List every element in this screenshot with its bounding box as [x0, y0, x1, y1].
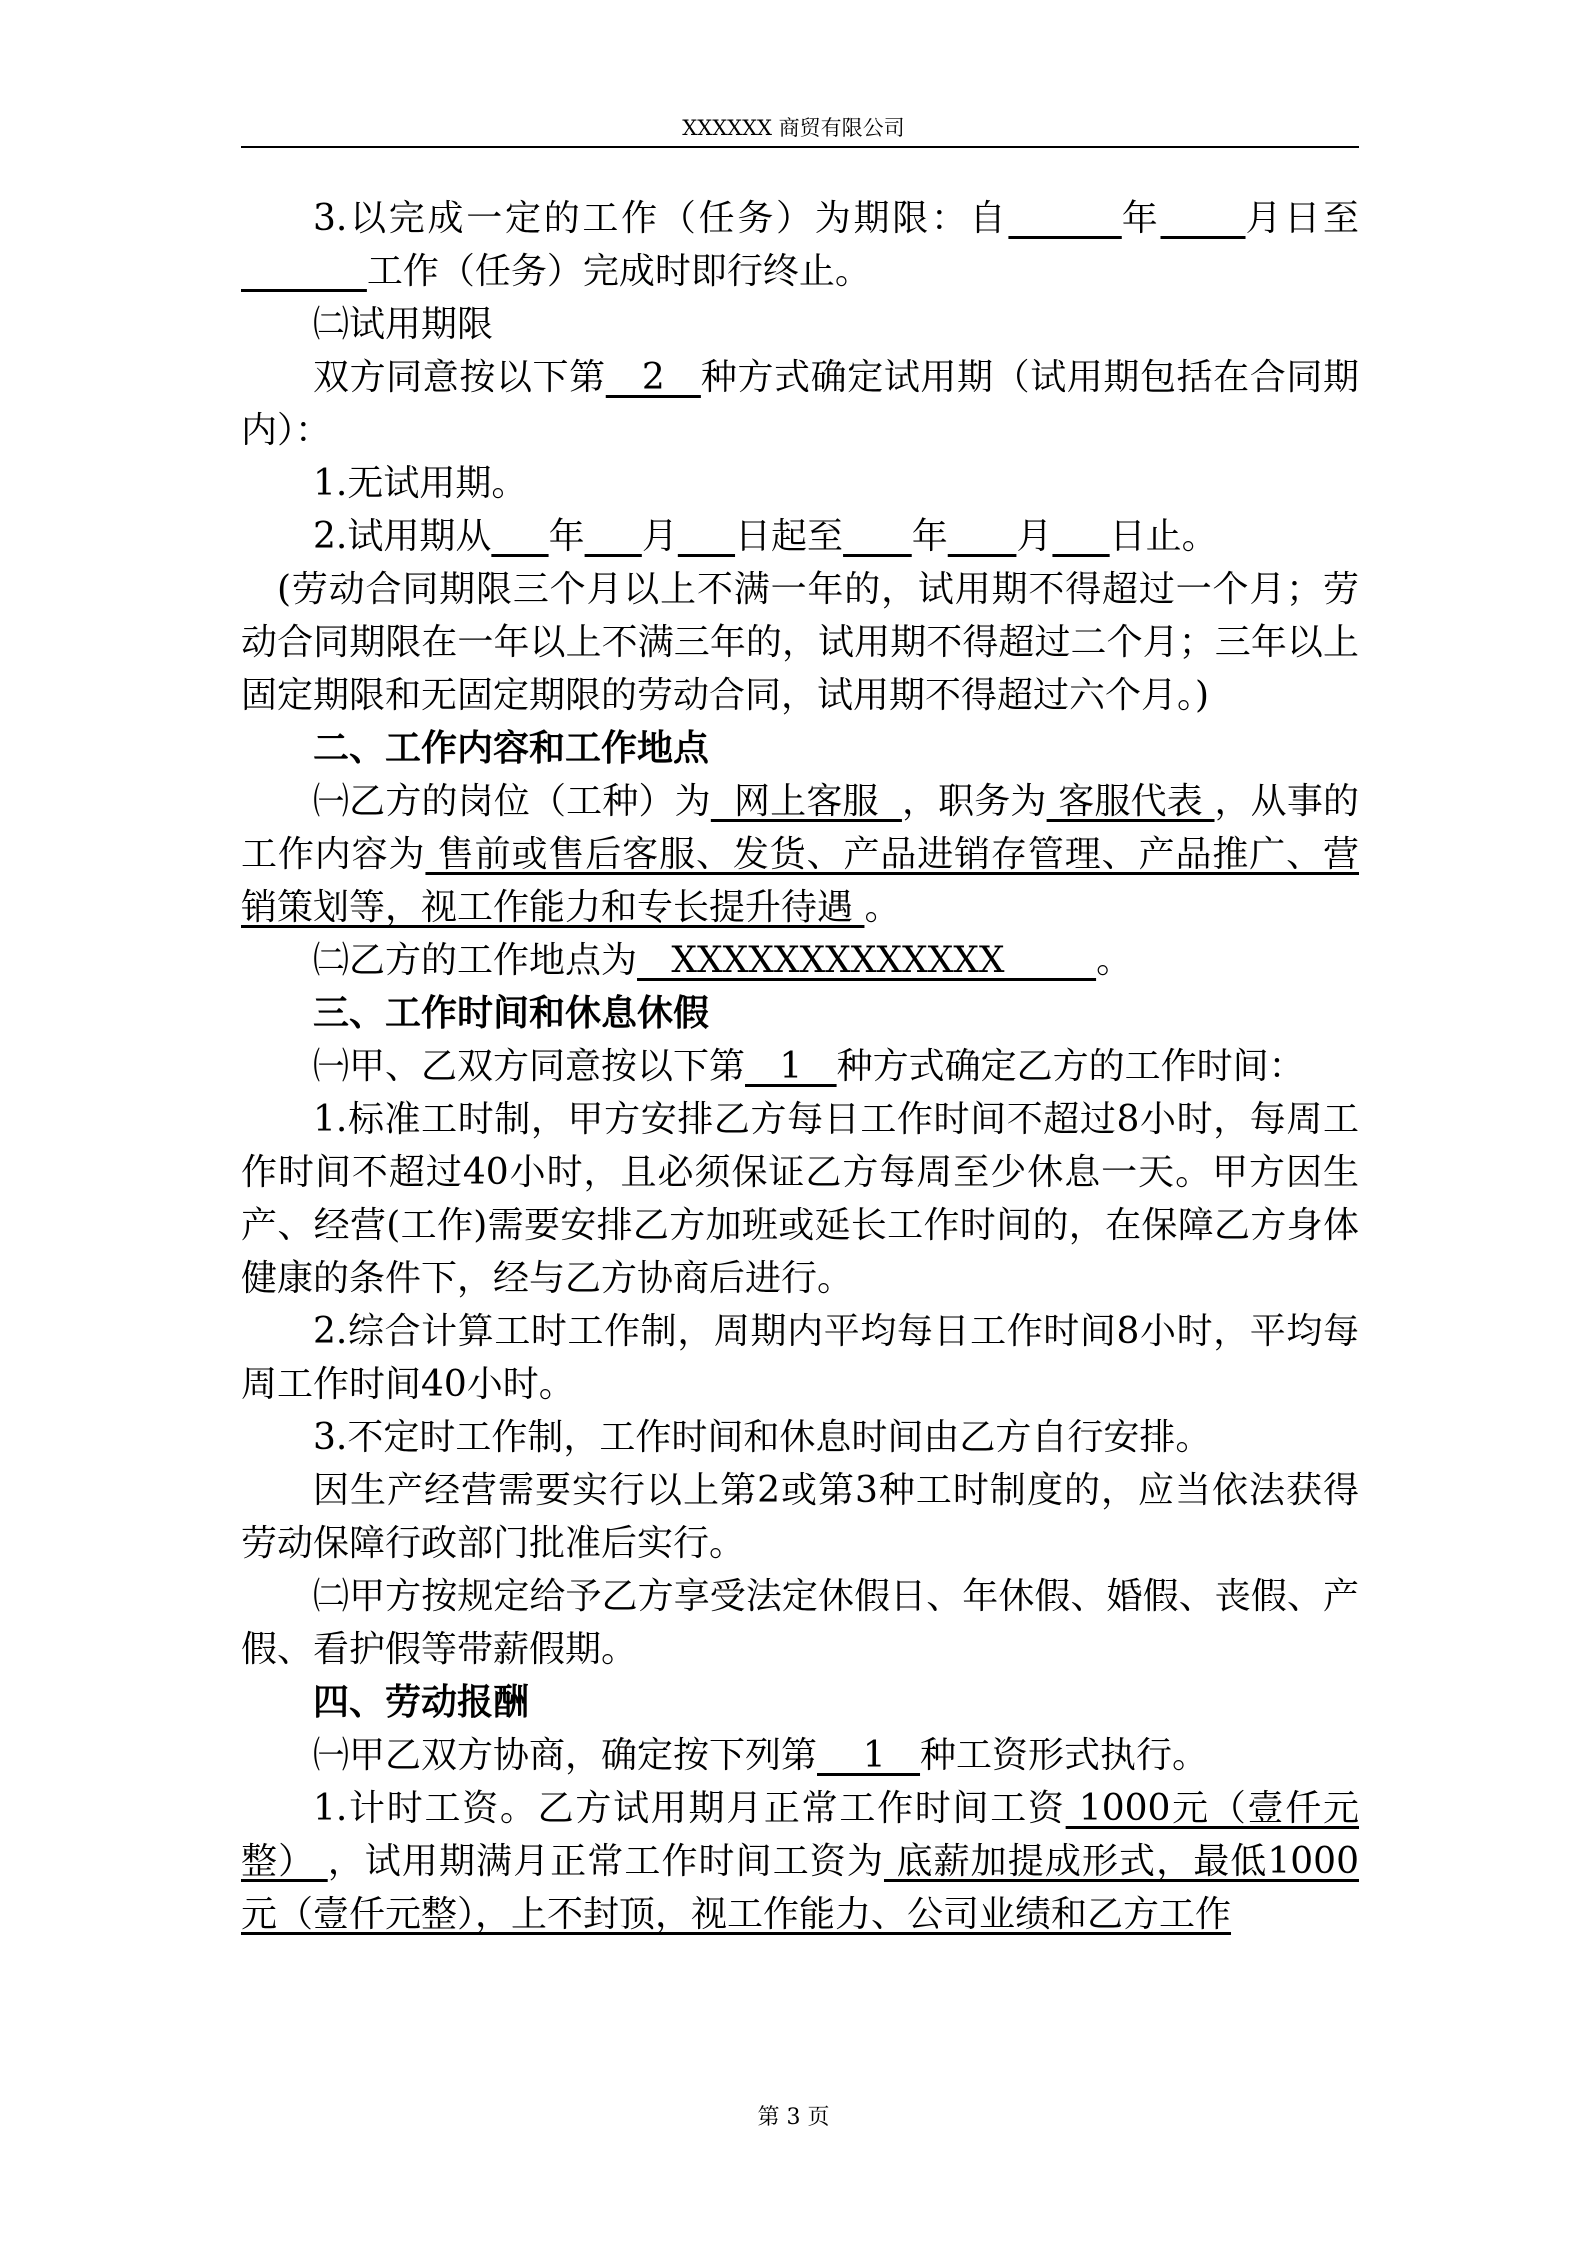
comprehensive-hours: 2.综合计算工时工作制，周期内平均每日工作时间8小时，平均每周工作时间40小时。 — [241, 1311, 1359, 1405]
fill-trial-wage: 1000元（壹仟元整） — [241, 1788, 1359, 1882]
probation-option-1: 1.无试用期。 — [313, 463, 528, 504]
page-number: 第 3 页 — [757, 2105, 830, 2130]
fill-location: XXXXXXXXXXXXX — [637, 940, 1097, 981]
hourly-wage: 1.计时工资。乙方试用期月正常工作时间工资 1000元（壹仟元整） ，试用期满月正常工作时间工资为 底薪加提成形式，最低1000元（壹仟元整），上不封顶，视工作能力、公司业绩和乙方工作 — [241, 1788, 1359, 1935]
header-company: XXXXXX 商贸有限公司 — [682, 116, 905, 140]
fill-hours-option: 1 — [745, 1046, 837, 1087]
fill-job-content: 售前或售后客服、发货、产品进销存管理、产品推广、营销策划等，视工作能力和专长提升待遇 — [241, 834, 1359, 928]
job-position: ㈠乙方的岗位（工种）为 网上客服 ，职务为 客服代表 ，从事的工作内容为 售前或售后客服、发货、产品进销存管理、产品推广、营销策划等，视工作能力和专长提升待遇 。 — [241, 781, 1359, 928]
section-heading-4: 四、劳动报酬 — [313, 1681, 530, 1723]
probation-method: 双方同意按以下第 2 种方式确定试用期（试用期包括在合同期内）： — [241, 357, 1359, 451]
hours-approval-note: 因生产经营需要实行以上第2或第3种工时制度的，应当依法获得劳动保障行政部门批准后实行。 — [241, 1470, 1359, 1564]
probation-option-2: 2.试用期从 年 月 日起至 年 月 日止。 — [313, 516, 1218, 557]
clause-3-term: 3.以完成一定的工作（任务）为期限：自 年 月日至 工作（任务）完成时即行终止。 — [241, 192, 1359, 298]
subheading-probation: ㈡试用期限 — [313, 304, 494, 345]
fill-position: 网上客服 — [710, 781, 902, 822]
fill-probation-option: 2 — [605, 357, 701, 398]
standard-hours: 1.标准工时制，甲方安排乙方每日工作时间不超过8小时，每周工作时间不超过40小时，且必须保证乙方每周至少休息一天。甲方因生产、经营(工作)需要安排乙方加班或延长工作时间的，在保障乙方身体健康的条件下，经与乙方协商后进行。 — [241, 1099, 1359, 1299]
document-body — [241, 192, 1359, 1941]
work-hours-method: ㈠甲、乙双方同意按以下第 1 种方式确定乙方的工作时间： — [313, 1046, 1305, 1087]
header-divider — [241, 146, 1359, 148]
paid-leave: ㈡甲方按规定给予乙方享受法定休假日、年休假、婚假、丧假、产假、看护假等带薪假期。 — [241, 1576, 1359, 1670]
probation-note: (劳动合同期限三个月以上不满一年的，试用期不得超过一个月；劳动合同期限在一年以上不满三年的，试用期不得超过二个月；三年以上固定期限和无固定期限的劳动合同，试用期不得超过六个月。) — [241, 569, 1359, 716]
section-heading-3: 三、工作时间和休息休假 — [313, 992, 710, 1034]
blank-date — [241, 251, 367, 292]
blank-month — [1161, 198, 1246, 239]
fill-regular-wage: 底薪加提成形式，最低1000元（壹仟元整），上不封顶，视工作能力、公司业绩和乙方工作 — [241, 1841, 1359, 1935]
fill-title: 客服代表 — [1046, 781, 1215, 822]
section-heading-2: 二、工作内容和工作地点 — [313, 727, 710, 769]
flexible-hours: 3.不定时工作制，工作时间和休息时间由乙方自行安排。 — [313, 1417, 1212, 1458]
wage-form: ㈠甲乙双方协商，确定按下列第 1 种工资形式执行。 — [313, 1735, 1209, 1776]
fill-wage-option: 1 — [817, 1735, 921, 1776]
work-location: ㈡乙方的工作地点为 XXXXXXXXXXXXX 。 — [313, 940, 1133, 981]
blank-year — [1008, 198, 1121, 239]
